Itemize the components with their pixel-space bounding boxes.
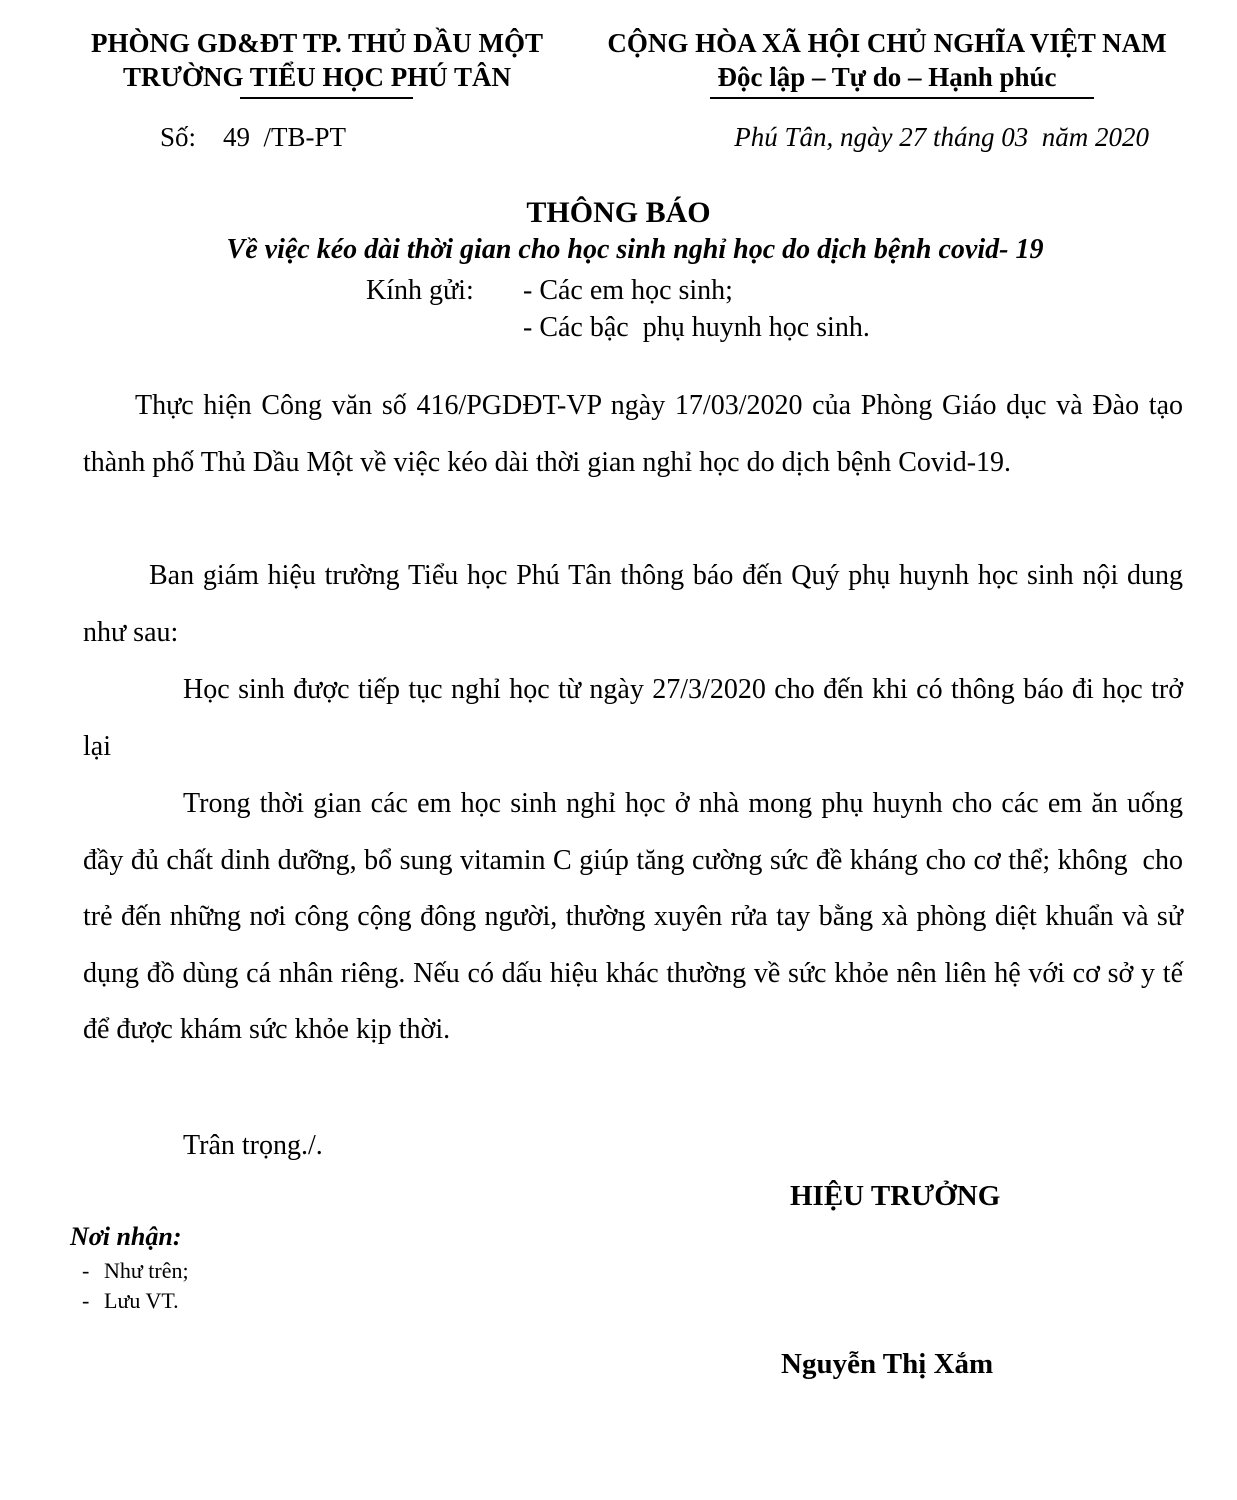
motto: Độc lập – Tự do – Hạnh phúc xyxy=(717,62,1057,92)
recipient-text: Lưu VT. xyxy=(104,1288,179,1313)
recipient-item xyxy=(82,1258,189,1284)
signatory-title: HIỆU TRƯỞNG xyxy=(790,1180,1001,1212)
recipient-text: Như trên; xyxy=(104,1258,189,1283)
document-number: Số: 49 /TB-PT xyxy=(160,122,347,152)
document-subject: Về việc kéo dài thời gian cho học sinh nghỉ học do dịch bệnh covid- 19 xyxy=(226,234,1044,265)
addressee-item: - Các bậc phụ huynh học sinh. xyxy=(523,312,870,343)
list-dash: - xyxy=(82,1258,90,1283)
body-paragraph: Thực hiện Công văn số 416/PGDĐT-VP ngày 17/03/2020 của Phòng Giáo dục và Đào tạo thành phố Thủ Dầu Một về việc kéo dài thời gian nghỉ học do dịch bệnh Covid-19. xyxy=(83,390,1183,478)
school-name-underline xyxy=(240,97,413,99)
addressee-label: Kính gửi: xyxy=(366,275,474,306)
body-paragraph: Trong thời gian các em học sinh nghỉ học ở nhà mong phụ huynh cho các em ăn uống đầy đủ chất dinh dưỡng, bổ sung vitamin C giúp tăng cường sức đề kháng cho cơ thể; không cho trẻ đến những nơi công cộng đông người, thường xuyên rửa tay bằng xà phòng diệt khuẩn và sử dụng đồ dùng cá nhân riêng. Nếu có dấu hiệu khác thường về sức khỏe nên liên hệ với cơ sở y tế để được khám sức khỏe kịp thời. xyxy=(83,788,1190,1045)
issue-date: Phú Tân, ngày 27 tháng 03 năm 2020 xyxy=(734,122,1149,152)
national-motto xyxy=(580,26,1194,94)
motto-underline xyxy=(710,97,1094,99)
document-title: THÔNG BÁO xyxy=(526,196,711,229)
country-name: CỘNG HÒA XÃ HỘI CHỦ NGHĨA VIỆT NAM xyxy=(607,28,1167,58)
body-paragraph: Học sinh được tiếp tục nghỉ học từ ngày 27/3/2020 cho đến khi có thông báo đi học trở lại xyxy=(83,674,1183,762)
signatory-name: Nguyễn Thị Xắm xyxy=(781,1348,994,1380)
addressee-item: - Các em học sinh; xyxy=(523,275,733,306)
list-dash: - xyxy=(82,1288,90,1313)
school-name: TRƯỜNG TIỂU HỌC PHÚ TÂN xyxy=(122,62,512,92)
issuing-authority xyxy=(62,26,572,94)
department-name: PHÒNG GD&ĐT TP. THỦ DẦU MỘT xyxy=(90,28,544,58)
recipient-item xyxy=(82,1288,179,1314)
recipients-label: Nơi nhận: xyxy=(70,1222,182,1251)
body-paragraph: Ban giám hiệu trường Tiểu học Phú Tân thông báo đến Quý phụ huynh học sinh nội dung như sau: xyxy=(83,560,1183,648)
closing-remark: Trân trọng./. xyxy=(183,1130,323,1161)
